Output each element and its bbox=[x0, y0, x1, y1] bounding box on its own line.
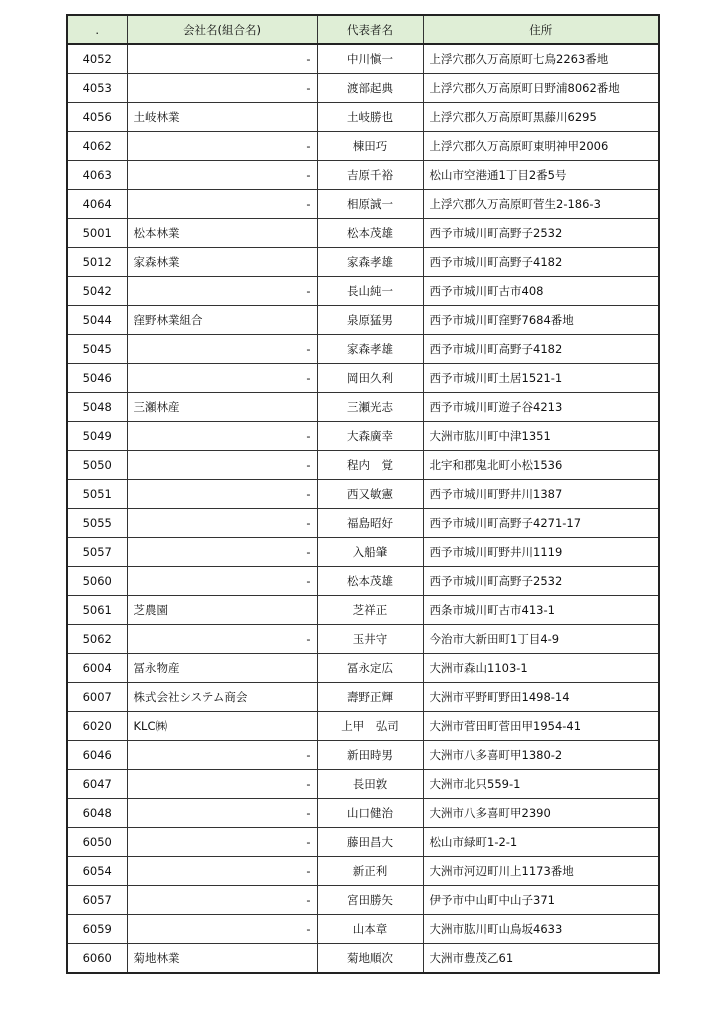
cell-no: 5061 bbox=[67, 596, 127, 625]
cell-company: - bbox=[127, 538, 317, 567]
table-row bbox=[67, 451, 659, 480]
table-row bbox=[67, 712, 659, 741]
cell-representative: 福島昭好 bbox=[317, 509, 423, 538]
cell-company: - bbox=[127, 509, 317, 538]
cell-company: - bbox=[127, 74, 317, 103]
cell-representative: 相原誠一 bbox=[317, 190, 423, 219]
cell-company: - bbox=[127, 886, 317, 915]
cell-address: 大洲市河辺町川上1173番地 bbox=[423, 857, 659, 886]
table-row bbox=[67, 567, 659, 596]
cell-company: - bbox=[127, 915, 317, 944]
table-row bbox=[67, 364, 659, 393]
cell-address: 大洲市肱川町山鳥坂4633 bbox=[423, 915, 659, 944]
cell-company: KLC㈱ bbox=[127, 712, 317, 741]
cell-representative: 山本章 bbox=[317, 915, 423, 944]
cell-representative: 中川愼一 bbox=[317, 44, 423, 74]
cell-address: 西予市城川町高野子2532 bbox=[423, 219, 659, 248]
table-row bbox=[67, 44, 659, 74]
table-row bbox=[67, 248, 659, 277]
cell-representative: 土岐勝也 bbox=[317, 103, 423, 132]
cell-company: 家森林業 bbox=[127, 248, 317, 277]
cell-address: 西予市城川町高野子4182 bbox=[423, 248, 659, 277]
cell-no: 6060 bbox=[67, 944, 127, 974]
cell-representative: 新正利 bbox=[317, 857, 423, 886]
cell-address: 大洲市八多喜町甲2390 bbox=[423, 799, 659, 828]
cell-no: 6059 bbox=[67, 915, 127, 944]
cell-representative: 西又敏憲 bbox=[317, 480, 423, 509]
cell-address: 松山市空港通1丁目2番5号 bbox=[423, 161, 659, 190]
cell-address: 伊予市中山町中山子371 bbox=[423, 886, 659, 915]
cell-no: 5012 bbox=[67, 248, 127, 277]
cell-address: 西条市城川町古市413-1 bbox=[423, 596, 659, 625]
cell-no: 6054 bbox=[67, 857, 127, 886]
cell-representative: 三瀬光志 bbox=[317, 393, 423, 422]
cell-address: 西予市城川町遊子谷4213 bbox=[423, 393, 659, 422]
cell-no: 4053 bbox=[67, 74, 127, 103]
cell-no: 4062 bbox=[67, 132, 127, 161]
cell-company: 土岐林業 bbox=[127, 103, 317, 132]
header-no: . bbox=[67, 15, 127, 44]
cell-address: 北宇和郡鬼北町小松1536 bbox=[423, 451, 659, 480]
cell-company: - bbox=[127, 44, 317, 74]
cell-representative: 家森孝雄 bbox=[317, 248, 423, 277]
cell-representative: 大森廣幸 bbox=[317, 422, 423, 451]
cell-representative: 長山純一 bbox=[317, 277, 423, 306]
cell-representative: 吉原千裕 bbox=[317, 161, 423, 190]
cell-address: 西予市城川町高野子2532 bbox=[423, 567, 659, 596]
cell-no: 5048 bbox=[67, 393, 127, 422]
cell-no: 6004 bbox=[67, 654, 127, 683]
cell-representative: 菊地順次 bbox=[317, 944, 423, 974]
table-row bbox=[67, 828, 659, 857]
cell-representative: 渡部起典 bbox=[317, 74, 423, 103]
table-row bbox=[67, 277, 659, 306]
header-row bbox=[67, 15, 659, 44]
cell-company: - bbox=[127, 480, 317, 509]
cell-no: 5044 bbox=[67, 306, 127, 335]
cell-address: 大洲市平野町野田1498-14 bbox=[423, 683, 659, 712]
table-row bbox=[67, 306, 659, 335]
table-row bbox=[67, 683, 659, 712]
cell-company: - bbox=[127, 451, 317, 480]
cell-address: 今治市大新田町1丁目4-9 bbox=[423, 625, 659, 654]
table-row bbox=[67, 625, 659, 654]
cell-company: 窪野林業組合 bbox=[127, 306, 317, 335]
table-row bbox=[67, 219, 659, 248]
cell-address: 西予市城川町窪野7684番地 bbox=[423, 306, 659, 335]
cell-no: 5051 bbox=[67, 480, 127, 509]
cell-company: - bbox=[127, 567, 317, 596]
cell-no: 4052 bbox=[67, 44, 127, 74]
table-row bbox=[67, 509, 659, 538]
header-representative: 代表者名 bbox=[317, 15, 423, 44]
cell-address: 上浮穴郡久万高原町黒藤川6295 bbox=[423, 103, 659, 132]
cell-address: 大洲市肱川町中津1351 bbox=[423, 422, 659, 451]
cell-representative: 山口健治 bbox=[317, 799, 423, 828]
cell-representative: 泉原猛男 bbox=[317, 306, 423, 335]
table-row bbox=[67, 857, 659, 886]
cell-no: 5001 bbox=[67, 219, 127, 248]
table-row bbox=[67, 74, 659, 103]
table-row bbox=[67, 886, 659, 915]
cell-representative: 長田敦 bbox=[317, 770, 423, 799]
cell-no: 5045 bbox=[67, 335, 127, 364]
cell-company: - bbox=[127, 190, 317, 219]
cell-company: 松本林業 bbox=[127, 219, 317, 248]
cell-company: 三瀬林産 bbox=[127, 393, 317, 422]
cell-no: 5055 bbox=[67, 509, 127, 538]
cell-no: 6046 bbox=[67, 741, 127, 770]
cell-company: - bbox=[127, 364, 317, 393]
cell-no: 6050 bbox=[67, 828, 127, 857]
cell-representative: 入船肇 bbox=[317, 538, 423, 567]
company-roster-table bbox=[66, 14, 660, 974]
cell-representative: 上甲 弘司 bbox=[317, 712, 423, 741]
table-header bbox=[67, 15, 659, 44]
table-row bbox=[67, 799, 659, 828]
header-company: 会社名(組合名) bbox=[127, 15, 317, 44]
cell-no: 5049 bbox=[67, 422, 127, 451]
cell-address: 大洲市森山1103-1 bbox=[423, 654, 659, 683]
cell-representative: 岡田久利 bbox=[317, 364, 423, 393]
cell-company: 冨永物産 bbox=[127, 654, 317, 683]
cell-no: 5050 bbox=[67, 451, 127, 480]
cell-address: 大洲市豊茂乙61 bbox=[423, 944, 659, 974]
cell-representative: 新田時男 bbox=[317, 741, 423, 770]
cell-address: 西予市城川町野井川1387 bbox=[423, 480, 659, 509]
cell-address: 西予市城川町高野子4271-17 bbox=[423, 509, 659, 538]
cell-company: 株式会社システム商会 bbox=[127, 683, 317, 712]
table-row bbox=[67, 422, 659, 451]
cell-no: 5062 bbox=[67, 625, 127, 654]
cell-company: - bbox=[127, 625, 317, 654]
table-row bbox=[67, 161, 659, 190]
cell-address: 上浮穴郡久万高原町東明神甲2006 bbox=[423, 132, 659, 161]
cell-representative: 冨永定広 bbox=[317, 654, 423, 683]
cell-company: 菊地林業 bbox=[127, 944, 317, 974]
cell-no: 4063 bbox=[67, 161, 127, 190]
cell-representative: 藤田昌大 bbox=[317, 828, 423, 857]
cell-representative: 宮田勝矢 bbox=[317, 886, 423, 915]
cell-no: 4064 bbox=[67, 190, 127, 219]
table-row bbox=[67, 480, 659, 509]
cell-representative: 玉井守 bbox=[317, 625, 423, 654]
cell-no: 6020 bbox=[67, 712, 127, 741]
table-row bbox=[67, 741, 659, 770]
cell-company: - bbox=[127, 828, 317, 857]
table-row bbox=[67, 393, 659, 422]
cell-address: 大洲市北只559-1 bbox=[423, 770, 659, 799]
cell-no: 6048 bbox=[67, 799, 127, 828]
cell-address: 大洲市八多喜町甲1380-2 bbox=[423, 741, 659, 770]
cell-company: 芝農園 bbox=[127, 596, 317, 625]
cell-representative: 芝祥正 bbox=[317, 596, 423, 625]
table-row bbox=[67, 190, 659, 219]
cell-company: - bbox=[127, 741, 317, 770]
cell-representative: 棟田巧 bbox=[317, 132, 423, 161]
cell-address: 大洲市菅田町菅田甲1954-41 bbox=[423, 712, 659, 741]
cell-representative: 松本茂雄 bbox=[317, 567, 423, 596]
table-row bbox=[67, 915, 659, 944]
cell-address: 西予市城川町野井川1119 bbox=[423, 538, 659, 567]
cell-company: - bbox=[127, 799, 317, 828]
table-body bbox=[67, 44, 659, 973]
cell-company: - bbox=[127, 335, 317, 364]
cell-address: 上浮穴郡久万高原町菅生2-186-3 bbox=[423, 190, 659, 219]
cell-address: 松山市緑町1-2-1 bbox=[423, 828, 659, 857]
table-row bbox=[67, 770, 659, 799]
cell-representative: 松本茂雄 bbox=[317, 219, 423, 248]
cell-address: 上浮穴郡久万高原町七鳥2263番地 bbox=[423, 44, 659, 74]
table-row bbox=[67, 654, 659, 683]
cell-no: 4056 bbox=[67, 103, 127, 132]
cell-no: 5042 bbox=[67, 277, 127, 306]
cell-company: - bbox=[127, 161, 317, 190]
cell-address: 西予市城川町土居1521-1 bbox=[423, 364, 659, 393]
header-address: 住所 bbox=[423, 15, 659, 44]
cell-no: 5057 bbox=[67, 538, 127, 567]
table-row bbox=[67, 335, 659, 364]
cell-company: - bbox=[127, 770, 317, 799]
cell-no: 5060 bbox=[67, 567, 127, 596]
cell-no: 6047 bbox=[67, 770, 127, 799]
cell-company: - bbox=[127, 277, 317, 306]
cell-company: - bbox=[127, 132, 317, 161]
cell-address: 西予市城川町高野子4182 bbox=[423, 335, 659, 364]
cell-representative: 家森孝雄 bbox=[317, 335, 423, 364]
cell-representative: 程内 覚 bbox=[317, 451, 423, 480]
cell-company: - bbox=[127, 857, 317, 886]
table-row bbox=[67, 132, 659, 161]
cell-representative: 壽野正輝 bbox=[317, 683, 423, 712]
cell-address: 西予市城川町古市408 bbox=[423, 277, 659, 306]
cell-no: 6057 bbox=[67, 886, 127, 915]
cell-address: 上浮穴郡久万高原町日野浦8062番地 bbox=[423, 74, 659, 103]
table-row bbox=[67, 538, 659, 567]
cell-no: 5046 bbox=[67, 364, 127, 393]
cell-company: - bbox=[127, 422, 317, 451]
table-row bbox=[67, 944, 659, 974]
cell-no: 6007 bbox=[67, 683, 127, 712]
table-row bbox=[67, 596, 659, 625]
table-row bbox=[67, 103, 659, 132]
